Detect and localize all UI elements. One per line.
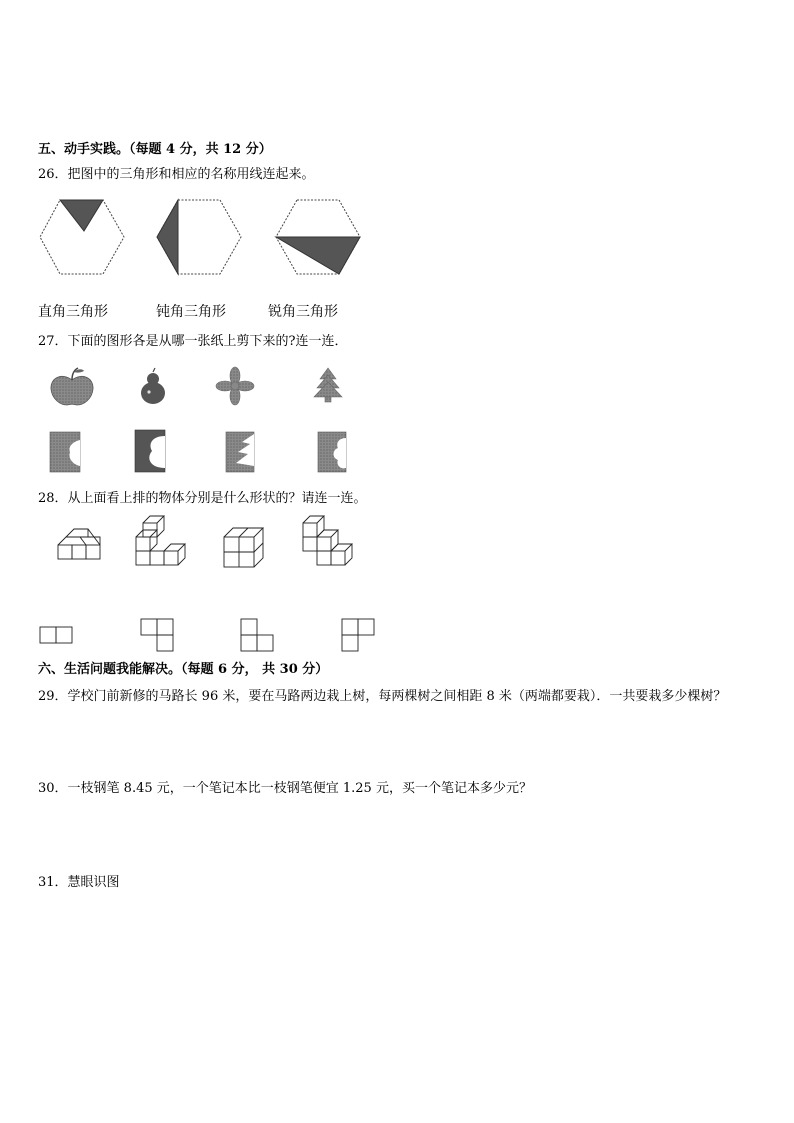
hexagon-obtuse-triangle	[157, 200, 241, 274]
tree-shape	[314, 368, 342, 402]
question-26-text: 26．把图中的三角形和相应的名称用线连起来。	[38, 167, 315, 182]
paper-apple-hole	[50, 432, 80, 472]
cutouts-figure	[38, 362, 358, 477]
top-view-4	[342, 619, 374, 651]
paper-gourd-hole	[135, 430, 165, 472]
hexagons-figure	[38, 195, 368, 280]
cube-object-3	[224, 528, 263, 567]
label-right-triangle: 直角三角形	[38, 304, 108, 320]
flower-shape	[216, 367, 254, 405]
section-5-heading: 五、动手实践。（每题 4 分，共 12 分）	[38, 142, 272, 157]
section-6-heading: 六、生活问题我能解决。（每题 6 分， 共 30 分）	[38, 662, 329, 677]
top-view-3	[241, 619, 273, 651]
top-view-1	[40, 627, 72, 643]
label-obtuse-triangle: 钝角三角形	[156, 304, 226, 320]
hexagon-acute-triangle	[276, 200, 360, 274]
cubes-figure	[38, 515, 378, 655]
gourd-shape	[141, 368, 165, 404]
question-29-text: 29．学校门前新修的马路长 96 米，要在马路两边栽上树，每两棵树之间相距 8 米（两端都要栽）．一共要栽多少棵树？	[38, 689, 727, 704]
paper-flower-hole	[318, 432, 346, 472]
paper-tree-hole	[226, 432, 254, 472]
question-27-text: 27．下面的图形各是从哪一张纸上剪下来的?连一连．	[38, 334, 348, 349]
cube-object-1	[58, 529, 100, 559]
top-view-2	[141, 619, 173, 651]
cube-object-2	[136, 516, 185, 565]
hexagon-right-triangle	[40, 200, 124, 274]
label-acute-triangle: 锐角三角形	[268, 304, 338, 320]
question-28-text: 28．从上面看上排的物体分别是什么形状的？请连一连。	[38, 491, 367, 506]
apple-shape	[51, 368, 93, 405]
cube-object-4	[303, 516, 352, 565]
question-31-text: 31．慧眼识图	[38, 875, 120, 890]
question-30-text: 30．一枝钢笔 8.45 元，一个笔记本比一枝钢笔便宜 1.25 元，买一个笔记本多少元？	[38, 781, 532, 796]
